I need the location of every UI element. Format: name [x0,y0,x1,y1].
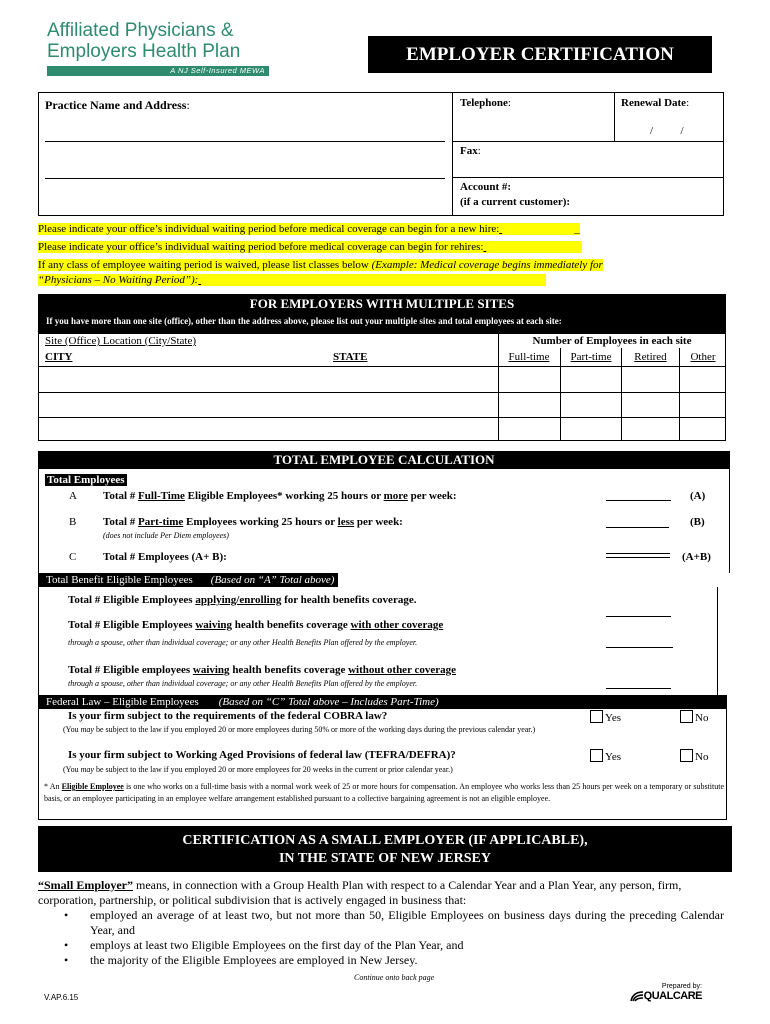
continue-note: Continue onto back page [354,973,435,982]
benefit-row-applying: Total # Eligible Employees applying/enrolling for health benefits coverage. [68,594,417,606]
small-employer-header [38,826,732,872]
renewal-date-label[interactable]: Renewal Date: [621,97,690,109]
version-code: V.AP.6.15 [44,993,79,1002]
prepared-by-label: Prepared by: [661,983,702,990]
small-employer-definition: “Small Employer” means, in connection with a Group Health Plan with respect to a Calendar Year and a Plan Year, any person, firm, corporation, partnership, or political subdivision that is actively engaged in business that: [38,878,682,907]
calc-c-text: Total # Employees (A+ B): [103,551,227,563]
small-employer-header-line-2: IN THE STATE OF NEW JERSEY [278,851,491,866]
practice-line-2[interactable] [45,178,445,179]
eligible-employee-footnote: * An Eligible Employee is one who works on a full-time basis with a normal work week of 25 or more hours for compensation. An employee who works less than 25 hours per week on a temporary or substitute basis, or an employee participating in an employee welfare arrangement established pursuant to a collective bargaining agreement is not an eligible employee. [44,782,724,803]
total-employees-label: Total Employees [47,474,125,486]
small-employer-header-line-1: CERTIFICATION AS A SMALL EMPLOYER (IF APPLICABLE), [182,833,588,848]
calc-b-code: (B) [690,516,705,528]
calc-b-input[interactable] [606,527,669,528]
calc-c-input[interactable] [606,553,670,558]
logo-tagline: A NJ Self-Insured MEWA [47,66,269,76]
benefit-waiving-without-note: through a spouse, other than individual coverage; or any other Health Benefits Plan offered by the employer. [68,679,418,688]
cobra-question: Is your firm subject to the requirements of the federal COBRA law? [68,710,388,722]
benefit-row-waiving-with: Total # Eligible Employees waiving health benefits coverage with other coverage [68,619,444,631]
waiting-period-rehire[interactable]: Please indicate your office’s individual waiting period before medical coverage can begin for rehires: [38,241,582,253]
benefit-waiving-with-input[interactable] [606,647,673,648]
account-note: (if a current customer): [460,196,571,208]
qualcare-logo [622,983,702,1002]
calc-a-letter: A [69,490,77,502]
bullet-item: • employed an average of at least two, but not more than 50, Eligible Employees on business days during the preceding Calendar Year, and [64,908,724,937]
logo-line-2: Employers Health Plan [47,41,241,62]
employees-count-header: Number of Employees in each site [532,335,692,347]
calc-c-letter: C [69,551,77,563]
other-col: Other [690,351,716,363]
multi-sites-table [38,333,726,441]
bullet-item: • the majority of the Eligible Employees are employed in New Jersey. [64,953,418,967]
waiting-period-new-hire[interactable]: Please indicate your office’s individual waiting period before medical coverage can begin for a new hire: _ [38,223,580,235]
small-employer-bullets [64,908,724,968]
calc-a-text: Total # Full-Time Eligible Employees* working 25 hours or more per week: [103,490,457,502]
bullet-item: • employs at least two Eligible Employees on the first day of the Plan Year, and [64,938,464,952]
calc-b-letter: B [69,516,77,528]
benefit-eligible-header: Total Benefit Eligible Employees (Based on “A” Total above) [38,573,338,587]
tefra-no-checkbox[interactable]: No [680,749,708,763]
calc-c-code: (A+B) [682,551,711,563]
qualcare-brand: QUALCARE [643,990,702,1002]
cobra-no-checkbox[interactable]: No [680,710,708,724]
benefit-row-waiving-without: Total # Eligible employees waiving health benefits coverage without other coverage [68,664,457,676]
benefit-applying-input[interactable] [606,616,671,617]
retired-col: Retired [634,351,667,363]
renewal-date-slashes: / / [650,125,684,137]
site-location-col: Site (Office) Location (City/State) [45,335,197,347]
tefra-question: Is your firm subject to Working Aged Provisions of federal law (TEFRA/DEFRA)? [68,749,456,761]
city-col: CITY [45,351,73,363]
account-label[interactable]: Account #: [460,181,512,193]
telephone-label[interactable]: Telephone: [460,97,511,109]
waiting-period-waived[interactable]: If any class of employee waiting period is waived, please list classes below (Example: Medical coverage begins immediately for [38,259,603,271]
practice-line-1[interactable] [45,141,445,142]
calc-b-note: (does not include Per Diem employees) [103,531,229,540]
multi-sites-instruction: If you have more than one site (office), other than the address above, please list out your multiple sites and total employees at each site: [46,316,562,326]
fulltime-col: Full-time [508,351,550,363]
fax-label[interactable]: Fax: [460,145,481,157]
company-logo [47,20,272,76]
calc-a-input[interactable] [606,500,671,501]
cobra-note: (You may be subject to the law if you employed 20 or more employees during 50% or more of the working days during the previous calendar year.) [63,725,536,734]
benefit-waiving-with-note: through a spouse, other than individual coverage; or any other Health Benefits Plan offered by the employer. [68,638,418,647]
qualcare-swirl-icon [630,990,644,1002]
calc-b-text: Total # Part-time Employees working 25 hours or less per week: [103,516,403,528]
practice-name-label: Practice Name and Address: [45,98,190,112]
waiting-period-waived-cont[interactable]: “Physicians – No Waiting Period”): [38,274,546,286]
federal-law-header: Federal Law – Eligible Employees (Based on “C” Total above – Includes Part-Time) [46,696,439,708]
logo-line-1: Affiliated Physicians & [47,20,234,41]
page-title: EMPLOYER CERTIFICATION [368,36,712,73]
multi-sites-header: FOR EMPLOYERS WITH MULTIPLE SITES [38,296,726,312]
tefra-note: (You may be subject to the law if you employed 20 or more employees for 20 weeks in the current or prior calendar year.) [63,765,453,774]
benefit-waiving-without-input[interactable] [606,688,671,689]
state-col: STATE [333,351,368,363]
calc-header: TOTAL EMPLOYEE CALCULATION [38,451,730,469]
parttime-col: Part-time [570,351,612,363]
tefra-yes-checkbox[interactable]: Yes [590,749,621,763]
cobra-yes-checkbox[interactable]: Yes [590,710,621,724]
calc-a-code: (A) [690,490,706,502]
